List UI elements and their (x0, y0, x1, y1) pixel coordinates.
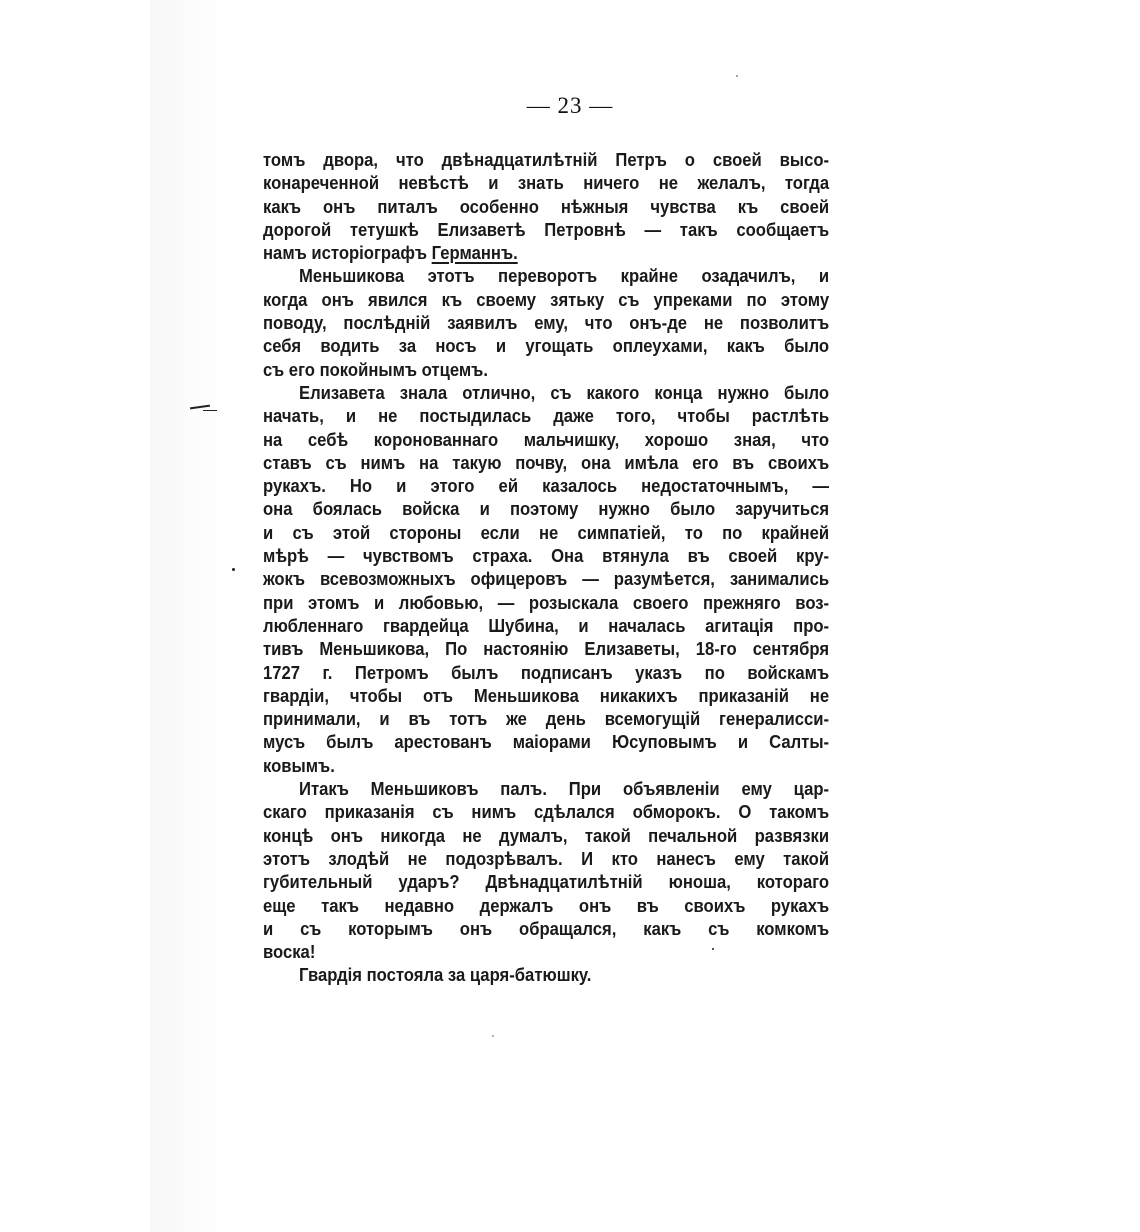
text-line: 1727 г. Петромъ былъ подписанъ указъ по войскамъ (263, 661, 830, 683)
text-line: ковымъ. (263, 754, 335, 776)
text-line: тивъ Меньшикова, По настоянію Елизаветы, 18-го сентября (263, 638, 830, 660)
text-line: на себѣ коронованнаго мальчишку, хорошо зная, что (263, 428, 830, 450)
text-line: концѣ онъ никогда не думалъ, такой печальной развязки (263, 824, 830, 846)
text-line: жокъ всевозможныхъ офицеровъ — разумѣется, занимались (263, 568, 830, 590)
paragraph-5 (263, 963, 829, 986)
text-line: принимали, и въ тотъ же день всемогущій генералисси- (263, 708, 830, 730)
text-line: поводу, послѣдній заявилъ ему, что онъ-де не позволитъ (263, 312, 830, 334)
text-line: мусъ былъ арестованъ маіорами Юсуповымъ и Салты- (263, 731, 830, 753)
text-line: начать, и не постыдилась даже того, чтобы растлѣть (263, 405, 830, 427)
scan-speck (712, 948, 714, 950)
page-number: — 23 — (526, 93, 614, 118)
text-line: томъ двора, что двѣнадцатилѣтній Петръ о своей высо- (263, 149, 830, 170)
text-line: и съ которымъ онъ обращался, какъ съ комкомъ (263, 917, 830, 939)
text-line: съ его покойнымъ отцемъ. (263, 358, 488, 380)
text-line: скаго приказанія съ нимъ сдѣлался обморокъ. О такомъ (263, 801, 830, 823)
text-line: конареченной невѣстѣ и знать ничего не желалъ, тогда (263, 172, 830, 194)
scan-speck (232, 568, 235, 571)
text-line: дорогой тетушкѣ Елизаветѣ Петровнѣ — такъ сообщаетъ (263, 218, 830, 240)
text-line: мѣрѣ — чувствомъ страха. Она втянула въ своей кру- (263, 545, 830, 567)
text-line: Гвардія постояла за царя-батюшку. (299, 964, 592, 986)
text-line: себя водить за носъ и угощать оплеухами, какъ было (263, 335, 830, 357)
text-line: губительный ударъ? Двѣнадцатилѣтній юноша, котораго (263, 871, 830, 893)
text-line: любленнаго гвардейца Шубина, и началась агитація про- (263, 614, 830, 636)
text-line: этотъ злодѣй не подозрѣвалъ. И кто нанесъ ему такой (263, 847, 830, 869)
scan-speck (492, 1035, 494, 1037)
text-line: Елизавета знала отлично, съ какого конца нужно было (299, 381, 830, 403)
text-line: ставъ съ нимъ на такую почву, она имѣла его въ своихъ (263, 451, 830, 473)
text-fragment: намъ исторіографъ (263, 242, 432, 264)
text-line: рукахъ. Но и этого ей казалось недостаточнымъ, — (263, 475, 830, 497)
text-line: при этомъ и любовью, — розыскала своего прежняго воз- (263, 591, 830, 613)
margin-mark (203, 410, 217, 411)
text-line: еще такъ недавно держалъ онъ въ своихъ рукахъ (263, 894, 830, 916)
body-text (263, 148, 830, 987)
text-line: она боялась войска и поэтому нужно было заручиться (263, 498, 830, 520)
text-line: воска! (263, 941, 316, 963)
text-line: гвардіи, чтобы отъ Меньшикова никакихъ приказаній не (263, 684, 830, 706)
text-line (263, 241, 829, 264)
text-line: когда онъ явился къ своему зятьку съ упреками по этому (263, 288, 830, 310)
text-line: Итакъ Меньшиковъ палъ. При объявленіи ему цар- (299, 778, 830, 800)
underlined-name: Германнъ. (431, 242, 518, 264)
paragraph-1 (263, 148, 829, 264)
paragraph-3 (263, 381, 829, 777)
paragraph-4 (263, 777, 829, 963)
text-line: и съ этой стороны если не симпатіей, то по крайней (263, 521, 830, 543)
scan-speck (736, 75, 738, 77)
text-line: Меньшикова этотъ переворотъ крайне озадачилъ, и (299, 265, 830, 287)
paragraph-2 (263, 264, 829, 380)
text-line: какъ онъ питалъ особенно нѣжныя чувства къ своей (263, 195, 830, 217)
